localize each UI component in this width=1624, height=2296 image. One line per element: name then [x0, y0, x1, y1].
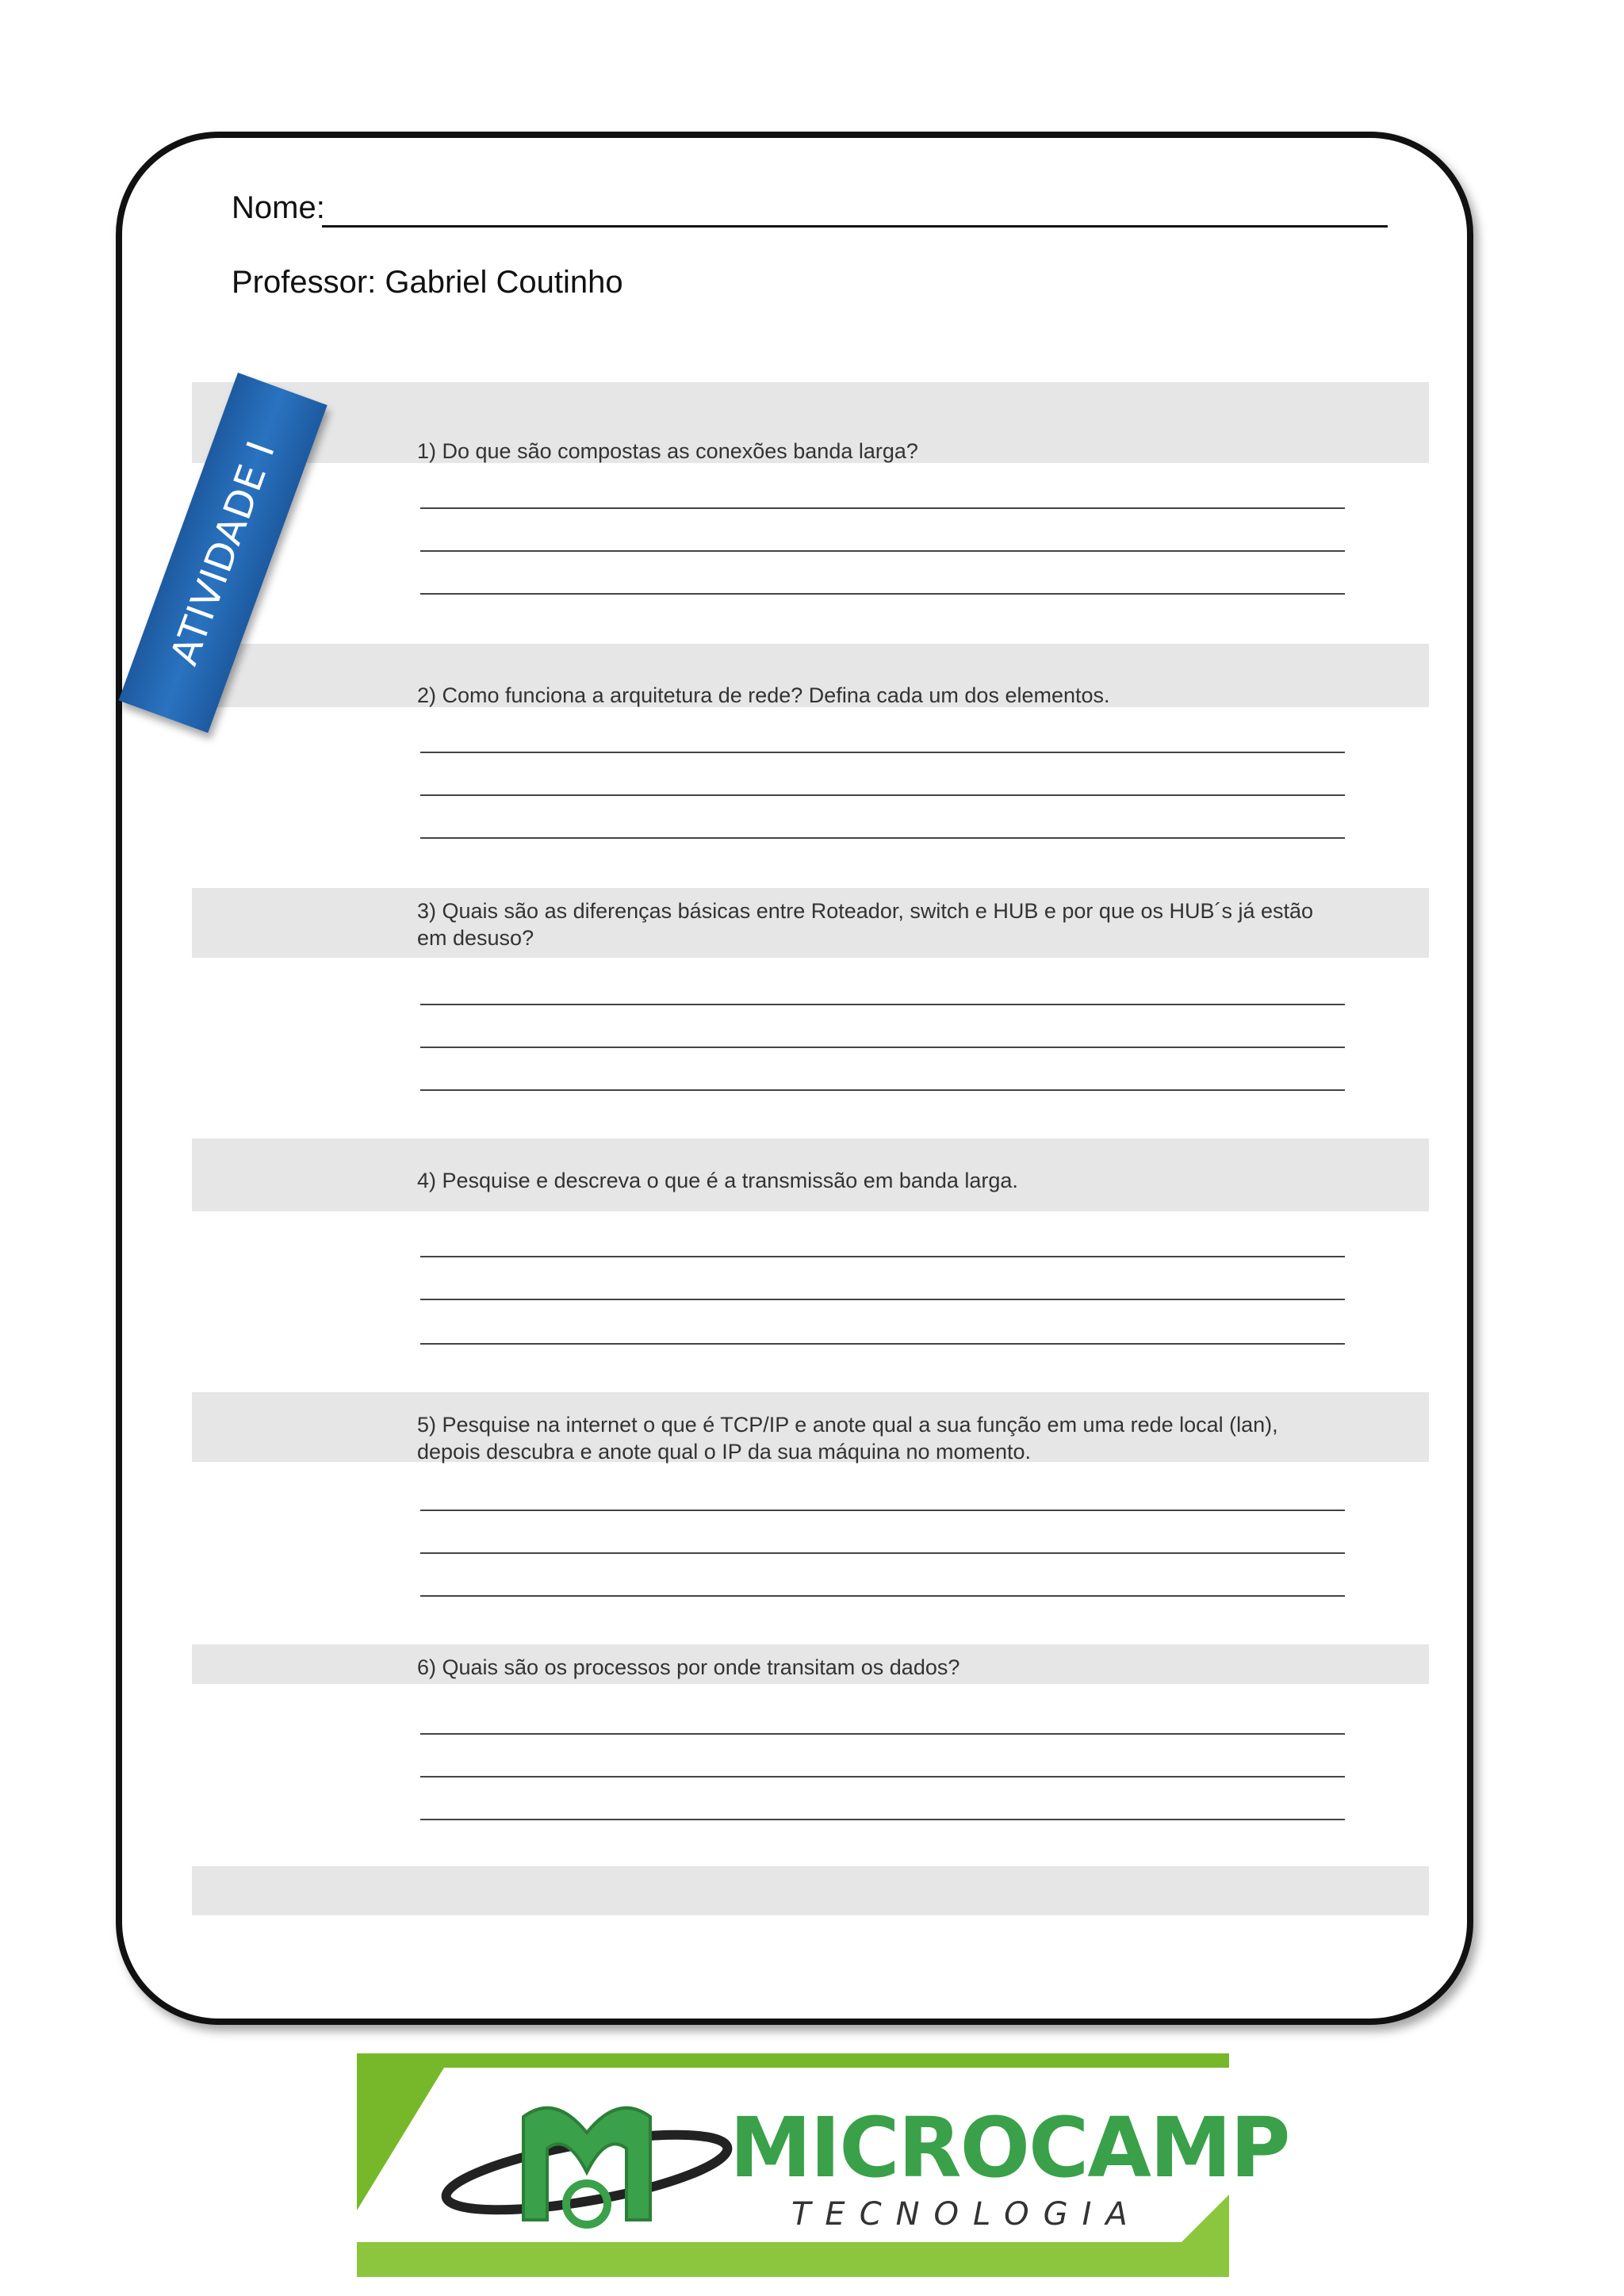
answer-line[interactable] — [420, 837, 1345, 839]
answer-line[interactable] — [420, 752, 1345, 753]
logo-diagonal-left — [357, 2068, 444, 2210]
logo-top-stripe — [357, 2053, 1229, 2068]
answer-line[interactable] — [420, 1089, 1345, 1091]
answer-line[interactable] — [420, 507, 1345, 509]
logo-bottom-stripe — [357, 2242, 1229, 2277]
logo-name: MICROCAMP — [730, 2099, 1289, 2196]
logo-tagline: TECNOLOGIA — [791, 2196, 1142, 2233]
answer-line[interactable] — [420, 794, 1345, 796]
answer-line[interactable] — [420, 1256, 1345, 1257]
footer-band — [192, 1866, 1429, 1915]
answer-line[interactable] — [420, 1595, 1345, 1597]
answer-line[interactable] — [420, 550, 1345, 552]
question-5: 5) Pesquise na internet o que é TCP/IP e anote qual a sua função em uma rede local (lan), depois descubra e anote qual o IP da sua máquina no momento. — [417, 1413, 1278, 1464]
ribbon-label: ATIVIDADE I — [162, 434, 285, 672]
answer-line[interactable] — [420, 1733, 1345, 1735]
question-3: 3) Quais são as diferenças básicas entre Roteador, switch e HUB e por que os HUB´s já estão em desuso? — [417, 899, 1314, 950]
answer-line[interactable] — [420, 593, 1345, 595]
answer-line[interactable] — [420, 1047, 1345, 1048]
answer-line[interactable] — [420, 1552, 1345, 1554]
logo-m-emblem-icon — [436, 2085, 737, 2244]
answer-line[interactable] — [420, 1819, 1345, 1820]
nome-field[interactable] — [322, 225, 1388, 228]
microcamp-logo — [357, 2053, 1289, 2277]
question-1: 1) Do que são compostas as conexões banda larga? — [417, 439, 918, 463]
answer-line[interactable] — [420, 1343, 1345, 1345]
nome-label: Nome: — [232, 190, 325, 225]
answer-line[interactable] — [420, 1776, 1345, 1777]
answer-line[interactable] — [420, 1004, 1345, 1005]
question-4: 4) Pesquise e descreva o que é a transmissão em banda larga. — [417, 1169, 1018, 1192]
question-2: 2) Como funciona a arquitetura de rede? Defina cada um dos elementos. — [417, 683, 1110, 707]
question-6: 6) Quais são os processos por onde transitam os dados? — [417, 1655, 960, 1679]
logo-diagonal-right — [1182, 2195, 1229, 2242]
answer-line[interactable] — [420, 1299, 1345, 1300]
professor-label: Professor: Gabriel Coutinho — [232, 265, 623, 300]
answer-line[interactable] — [420, 1510, 1345, 1511]
